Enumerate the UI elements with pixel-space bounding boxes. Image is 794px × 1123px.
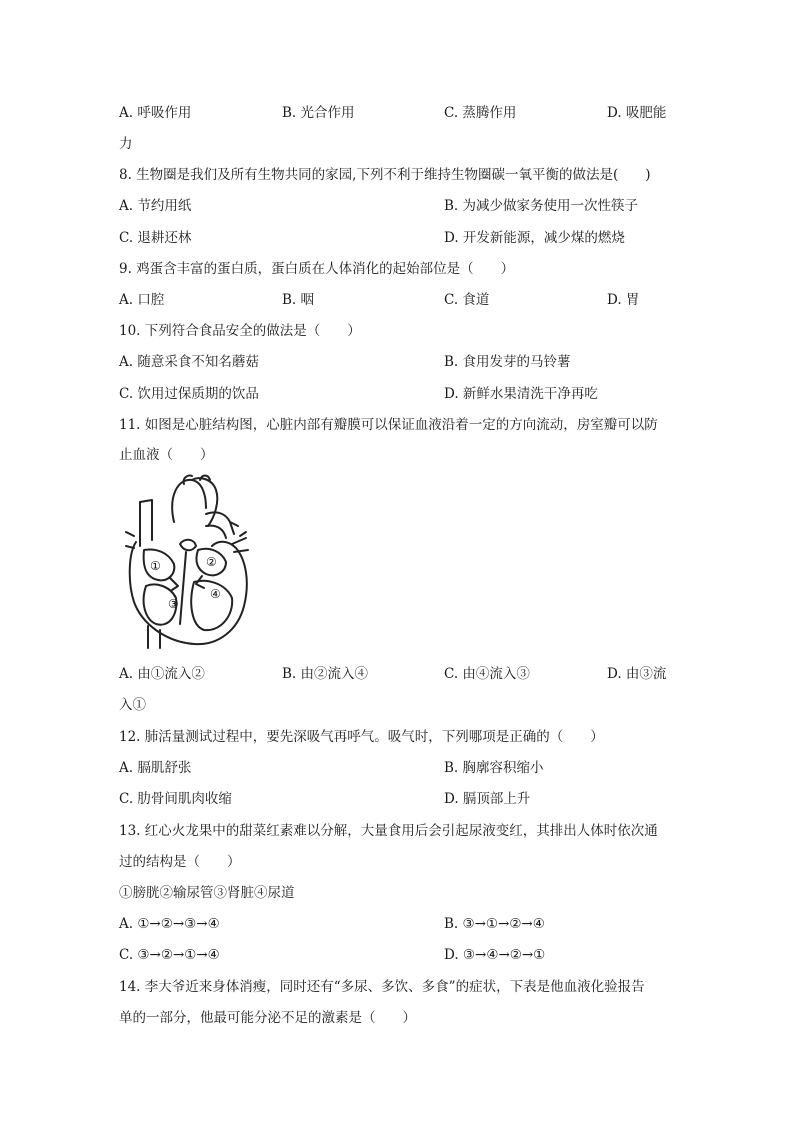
q8-option-b: B. 为减少做家务使用一次性筷子 bbox=[444, 198, 639, 214]
heart-label-4: ④ bbox=[210, 587, 221, 601]
q14-stem-cont: 单的一部分，他最可能分泌不足的激素是（ ） bbox=[119, 1010, 416, 1026]
heart-label-3: ③ bbox=[168, 597, 179, 611]
q11-stem: 11. 如图是心脏结构图，心脏内部有瓣膜可以保证血液沿着一定的方向流动，房室瓣可以防 bbox=[119, 417, 658, 433]
q11-option-c: C. 由④流入③ bbox=[444, 666, 530, 682]
q14-stem: 14. 李大爷近来身体消瘦，同时还有“多尿、多饮、多食”的症状，下表是他血液化验报告 bbox=[119, 979, 645, 995]
q9-option-a: A. 口腔 bbox=[119, 292, 165, 308]
q7-option-a: A. 呼吸作用 bbox=[119, 105, 192, 121]
q7-option-d: D. 吸肥能 bbox=[607, 105, 667, 121]
q8-option-d: D. 开发新能源，减少煤的燃烧 bbox=[444, 230, 625, 246]
q13-option-d: D. ③→④→②→① bbox=[444, 947, 546, 963]
q10-option-c: C. 饮用过保质期的饮品 bbox=[119, 386, 259, 402]
q13-stem: 13. 红心火龙果中的甜菜红素难以分解，大量食用后会引起尿液变红，其排出人体时依次通 bbox=[119, 823, 658, 839]
q11-option-d: D. 由③流 bbox=[607, 666, 667, 682]
q12-option-a: A. 膈肌舒张 bbox=[119, 760, 192, 776]
heart-label-1: ① bbox=[150, 559, 161, 573]
q10-option-a: A. 随意采食不知名蘑菇 bbox=[119, 354, 259, 370]
q11-option-a: A. 由①流入② bbox=[119, 666, 205, 682]
q9-option-d: D. 胃 bbox=[607, 292, 640, 308]
q9-option-c: C. 食道 bbox=[444, 292, 490, 308]
heart-diagram bbox=[122, 474, 252, 650]
q11-option-b: B. 由②流入④ bbox=[282, 666, 369, 682]
q8-stem: 8. 生物圈是我们及所有生物共同的家园,下列不利于维持生物圈碳一氧平衡的做法是( ) bbox=[119, 167, 651, 183]
q8-option-a: A. 节约用纸 bbox=[119, 198, 192, 214]
q12-stem: 12. 肺活量测试过程中，要先深吸气再呼气。吸气时，下列哪项是正确的（ ） bbox=[119, 729, 604, 745]
q9-stem: 9. 鸡蛋含丰富的蛋白质，蛋白质在人体消化的起始部位是（ ） bbox=[119, 261, 515, 277]
q13-structures: ①膀胱②输尿管③肾脏④尿道 bbox=[119, 885, 295, 901]
q11-option-d-wrap: 入① bbox=[119, 697, 146, 713]
q7-option-d-wrap: 力 bbox=[119, 136, 133, 152]
q13-option-c: C. ③→②→①→④ bbox=[119, 947, 220, 963]
heart-label-2: ② bbox=[206, 555, 217, 569]
q11-stem-cont: 止血液（ ） bbox=[119, 447, 214, 463]
q12-option-c: C. 肋骨间肌肉收缩 bbox=[119, 791, 232, 807]
q10-option-d: D. 新鲜水果清洗干净再吃 bbox=[444, 386, 598, 402]
q7-option-b: B. 光合作用 bbox=[282, 105, 355, 121]
q10-option-b: B. 食用发芽的马铃薯 bbox=[444, 354, 571, 370]
q12-option-d: D. 膈顶部上升 bbox=[444, 791, 531, 807]
q10-stem: 10. 下列符合食品安全的做法是（ ） bbox=[119, 323, 361, 339]
q8-option-c: C. 退耕还林 bbox=[119, 230, 192, 246]
q12-option-b: B. 胸廓容积缩小 bbox=[444, 760, 544, 776]
q13-stem-cont: 过的结构是（ ） bbox=[119, 854, 241, 870]
q9-option-b: B. 咽 bbox=[282, 292, 315, 308]
q13-option-b: B. ③→①→②→④ bbox=[444, 916, 545, 932]
q7-option-c: C. 蒸腾作用 bbox=[444, 105, 517, 121]
q13-option-a: A. ①→②→③→④ bbox=[119, 916, 220, 932]
